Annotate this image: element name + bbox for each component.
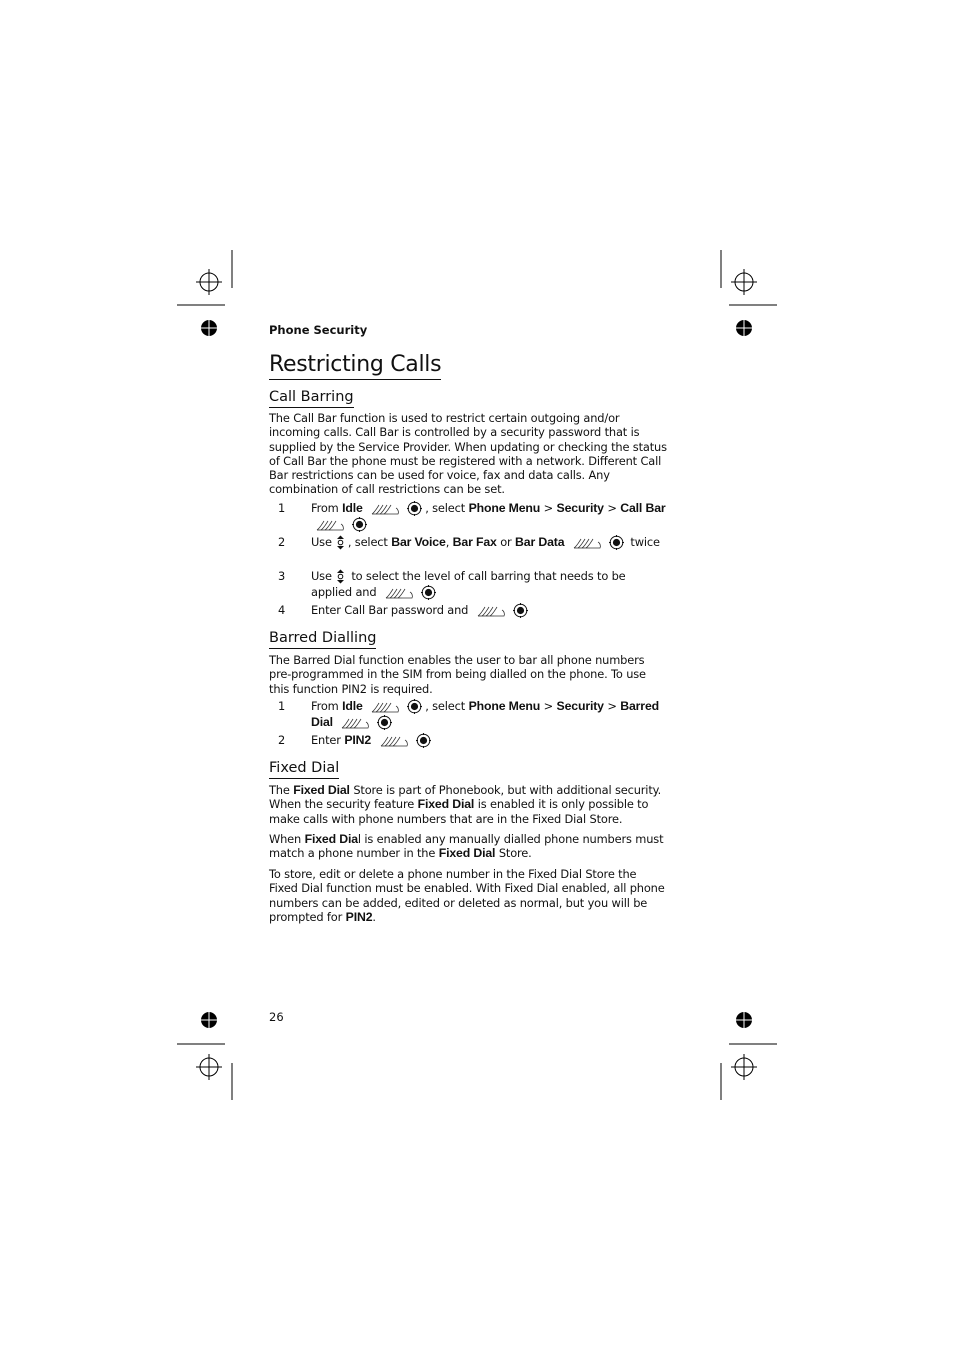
fixed-dial-paragraph-1: The Fixed Dial Store is part of Phonebook, but with additional security. When the security feature Fixed Dial is enabled it is only possible to make calls with phone numbers that are in the Fixed Dial Store. xyxy=(269,783,662,826)
ok-button-icon xyxy=(407,501,422,516)
call-barring-step-1: 1 From Idle , select Phone Menu > Security > Call Bar xyxy=(269,501,669,533)
wing-key-icon xyxy=(572,536,602,550)
crop-mark-top-left xyxy=(175,248,235,348)
wing-key-icon xyxy=(315,518,345,532)
wing-key-icon xyxy=(379,734,409,748)
heading-fixed-dial xyxy=(269,760,339,776)
crop-mark-top-right xyxy=(719,248,779,348)
section-header: Phone Security xyxy=(269,323,368,337)
nav-updown-icon xyxy=(336,535,345,550)
ok-button-icon xyxy=(407,699,422,714)
wing-key-icon xyxy=(340,716,370,730)
ok-button-icon xyxy=(352,517,367,532)
fixed-dial-paragraph-3: To store, edit or delete a phone number in the Fixed Dial Store the Fixed Dial function must be enabled. With Fixed Dial enabled, all phone numbers can be added, edited or deleted as normal, but you will be prompted for PIN2. xyxy=(269,867,665,924)
nav-updown-icon xyxy=(336,569,345,584)
wing-key-icon xyxy=(370,700,400,714)
heading-call-barring xyxy=(269,389,354,405)
call-barring-paragraph: The Call Bar function is used to restrict certain outgoing and/or incoming calls. Call Bar is controlled by a security password that is supplied by the Service Provider. When updating or checking the status of Call Bar the phone must be registered with a network. Different Call Bar restrictions can be used for voice, fax and data calls. Any combination of call restrictions can be set. xyxy=(269,411,667,497)
crop-mark-bottom-right xyxy=(719,1003,779,1103)
heading-barred-dialling-text: Barred Dialling xyxy=(269,630,377,646)
wing-key-icon xyxy=(370,502,400,516)
page-title-text: Restricting Calls xyxy=(269,352,442,377)
barred-dialling-paragraph: The Barred Dial function enables the user to bar all phone numbers pre-programmed in the SIM from being dialled on the phone. To use this function PIN2 is required. xyxy=(269,653,646,696)
call-barring-step-4: 4 Enter Call Bar password and xyxy=(269,603,669,621)
ok-button-icon xyxy=(421,585,436,600)
ok-button-icon xyxy=(377,715,392,730)
heading-fixed-dial-text: Fixed Dial xyxy=(269,760,340,776)
fixed-dial-paragraph-2: When Fixed Dial is enabled any manually dialled phone numbers must match a phone number in the Fixed Dial Store. xyxy=(269,832,664,861)
heading-call-barring-text: Call Barring xyxy=(269,389,354,405)
ok-button-icon xyxy=(609,535,624,550)
page-title xyxy=(269,352,441,377)
ok-button-icon xyxy=(416,733,431,748)
crop-mark-bottom-left xyxy=(175,1003,235,1103)
page-number: 26 xyxy=(269,1010,284,1024)
barred-dialling-step-2: 2 Enter PIN2 xyxy=(269,733,669,751)
heading-barred-dialling xyxy=(269,630,376,646)
wing-key-icon xyxy=(384,586,414,600)
call-barring-step-2: 2 Use , select Bar Voice, Bar Fax or Bar Data twice xyxy=(278,535,660,549)
ok-button-icon xyxy=(513,603,528,618)
call-barring-step-3: 3 Use to select the level of call barring that needs to be applied and xyxy=(278,569,626,599)
wing-key-icon xyxy=(476,604,506,618)
barred-dialling-step-1: 1 From Idle , select Phone Menu > Security > Barred Dial xyxy=(278,699,659,729)
